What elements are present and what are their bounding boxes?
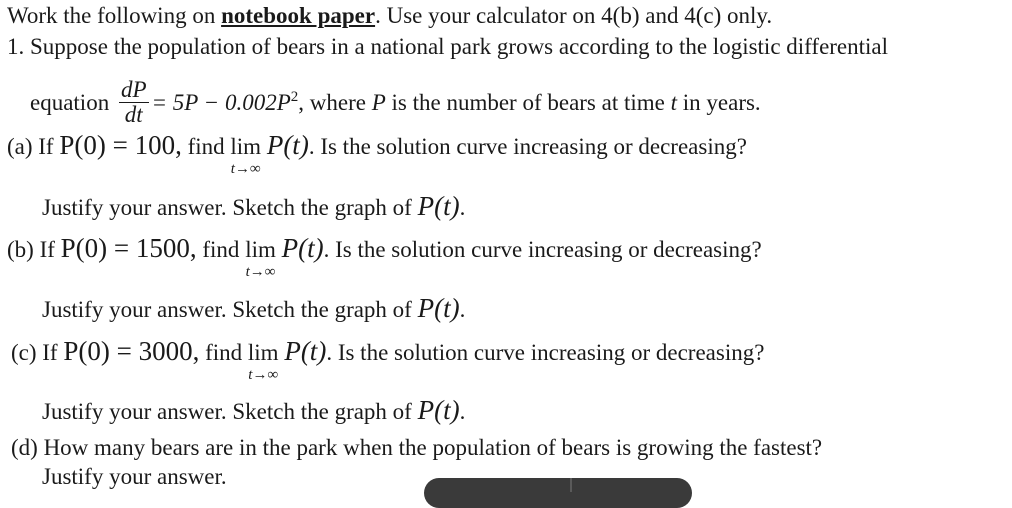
problem-number: 1. — [7, 34, 25, 59]
instructions-lead: Work the following on — [7, 3, 222, 28]
bottom-overlay-bar[interactable] — [424, 478, 692, 508]
part-c-rest: . Is the solution curve increasing or decreasing? — [326, 340, 765, 365]
part-c-function-2: P(t) — [417, 395, 460, 425]
part-b-label: (b) If — [7, 237, 61, 262]
variable-p: P — [371, 89, 386, 115]
instructions-line — [7, 3, 772, 29]
part-d-justify-text: Justify your answer. — [42, 464, 227, 489]
problem-1-text: Suppose the population of bears in a national park grows according to the logistic differential — [30, 34, 889, 59]
part-b-question — [7, 233, 762, 280]
equation-word: equation — [30, 89, 110, 115]
part-b-condition: P(0) = 1500, — [60, 233, 197, 263]
part-c-limit — [247, 340, 279, 383]
notebook-paper-emphasis: notebook paper — [221, 3, 376, 28]
equation-after-3: in years. — [677, 89, 761, 115]
variable-t: t — [670, 89, 678, 115]
part-d-question — [11, 435, 822, 461]
bottom-overlay-divider — [570, 478, 572, 492]
part-a-lim-word: lim — [230, 134, 262, 159]
part-a-justify-text: Justify your answer. Sketch the graph of — [42, 195, 418, 220]
fraction-denominator: dt — [124, 102, 143, 127]
part-c-function: P(t) — [284, 336, 327, 366]
fraction-numerator: dP — [120, 77, 147, 102]
problem-1-intro — [7, 34, 888, 60]
part-a-question — [7, 130, 747, 177]
part-b-limit — [245, 237, 276, 280]
part-a-function: P(t) — [266, 130, 309, 160]
part-a-rest: . Is the solution curve increasing or decreasing? — [308, 134, 747, 159]
part-a-condition: P(0) = 100, — [59, 130, 182, 160]
part-a-find: find — [181, 134, 231, 159]
part-c-justify — [42, 397, 465, 425]
part-c-lim-subscript: t→∞ — [248, 367, 279, 383]
part-d-label: (d) How many bears are in the park when the population of bears is growing the fastest? — [11, 435, 823, 460]
part-a-label: (a) If — [7, 134, 60, 159]
part-c-justify-text: Justify your answer. Sketch the graph of — [42, 399, 418, 424]
part-c-lim-word: lim — [247, 340, 279, 365]
part-a-justify — [42, 193, 465, 221]
equation-after: , where — [298, 89, 372, 115]
part-c-label: (c) If — [11, 340, 64, 365]
equation-rhs: = 5P − 0.002P — [151, 89, 291, 115]
part-b-function-2: P(t) — [417, 293, 460, 323]
part-c-question — [11, 336, 765, 383]
instructions-tail: . Use your calculator on 4(b) and 4(c) only. — [375, 3, 773, 28]
equation-line — [30, 77, 761, 129]
part-a-lim-subscript: t→∞ — [230, 161, 261, 177]
part-b-rest: . Is the solution curve increasing or decreasing? — [323, 237, 762, 262]
part-c-condition: P(0) = 3000, — [63, 336, 200, 366]
part-b-justify — [42, 295, 465, 323]
part-c-end: . — [459, 399, 466, 424]
part-b-lim-word: lim — [245, 237, 276, 262]
part-b-find: find — [196, 237, 246, 262]
part-a-end: . — [459, 195, 466, 220]
part-b-justify-text: Justify your answer. Sketch the graph of — [42, 297, 418, 322]
part-b-function: P(t) — [281, 233, 324, 263]
part-a-limit — [230, 134, 262, 177]
part-b-end: . — [459, 297, 466, 322]
equation-exponent: 2 — [290, 89, 299, 106]
part-b-lim-subscript: t→∞ — [245, 264, 276, 280]
part-c-find: find — [199, 340, 248, 365]
derivative-fraction — [119, 78, 149, 127]
part-d-justify — [42, 464, 227, 490]
part-a-function-2: P(t) — [417, 191, 460, 221]
equation-after-2: is the number of bears at time — [385, 89, 671, 115]
